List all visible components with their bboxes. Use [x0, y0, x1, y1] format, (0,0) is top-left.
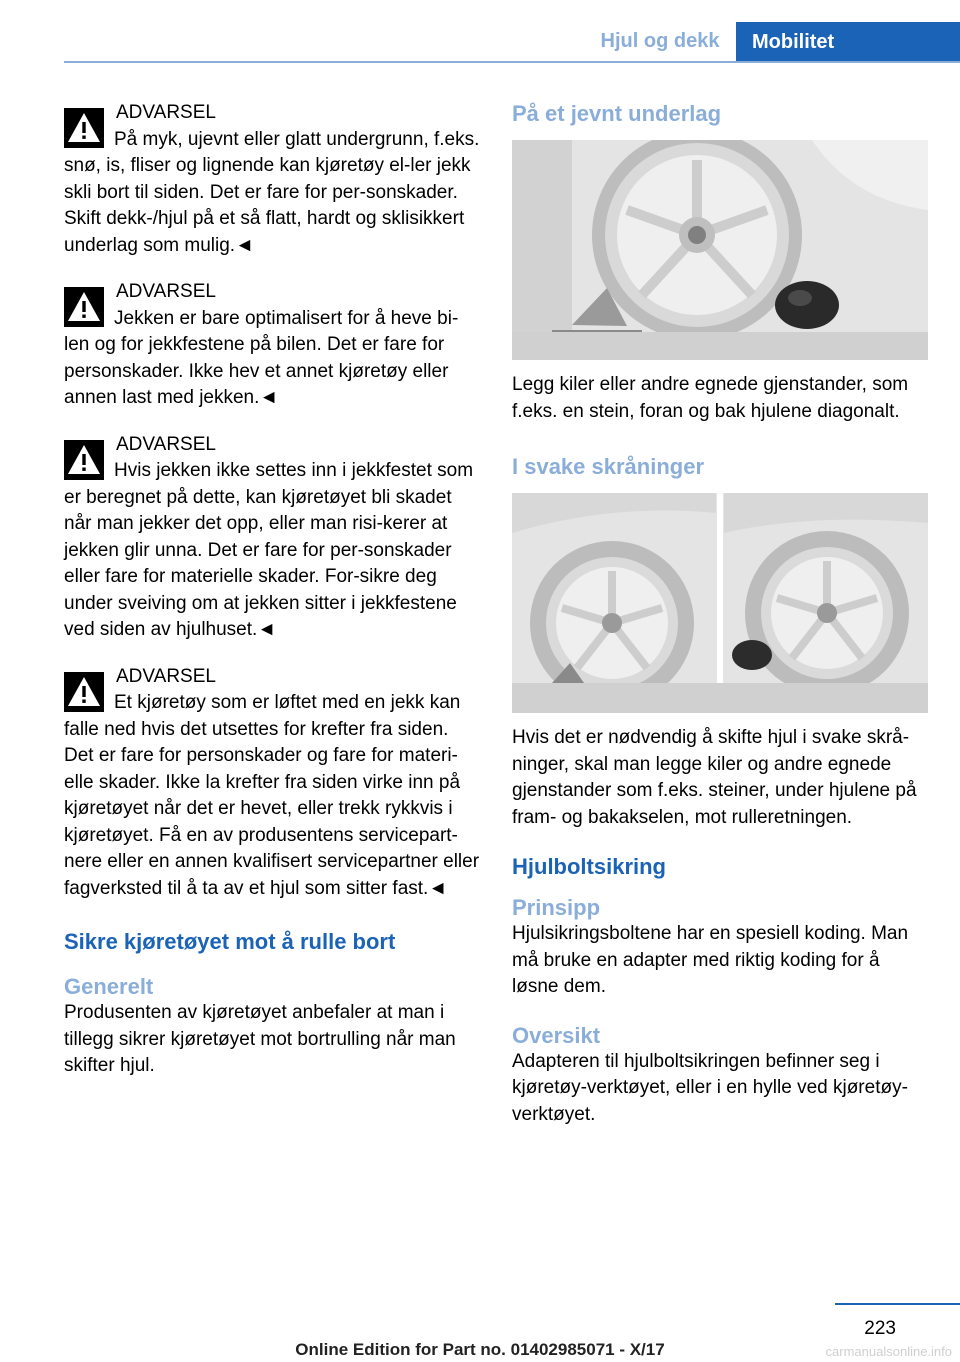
- figure-caption: Hvis det er nødvendig å skifte hjul i svake skrå-ninger, skal man legge kiler og andre egnede gjenstander som f.eks. steiner, under hjulene på fram- og bakakselen, mot rulleretningen.: [512, 727, 917, 828]
- wheel-chock-illustration: [512, 140, 928, 360]
- edition-text: Online Edition for Part no. 01402985071 - X/17: [295, 1340, 665, 1359]
- watermark: carmanualsonline.info: [825, 1344, 952, 1359]
- warning-block: [64, 100, 480, 259]
- tab-chapter[interactable]: Hjul og dekk: [584, 22, 736, 61]
- subsection-title: Prinsipp: [512, 895, 601, 920]
- slope-chock-illustration: [512, 493, 928, 713]
- warning-block: [64, 664, 480, 903]
- figure-flat-ground: [512, 140, 928, 360]
- page-header: [0, 22, 960, 62]
- warning-title: ADVARSEL: [116, 665, 216, 687]
- warning-title: ADVARSEL: [116, 102, 216, 123]
- right-column: [512, 100, 928, 1128]
- warning-text: Jekken er bare optimalisert for å heve bi-len og for jekkfestene på bilen. Det er fare for personskader. Ikke hev et annet kjøretøy eller annen last med jekken.◄: [64, 307, 459, 408]
- flat-ground-heading: På et jevnt underlag: [512, 101, 722, 126]
- body-text: Adapteren til hjulboltsikringen befinner seg i kjøretøy-verktøyet, eller i en hylle ved kjøretøy-verktøyet.: [512, 1050, 908, 1125]
- header-divider: [64, 61, 960, 63]
- footer-divider: [835, 1303, 960, 1305]
- warning-triangle-icon: [64, 287, 104, 327]
- warning-text: Hvis jekken ikke settes inn i jekkfestet som er beregnet på dette, kan kjøretøyet bli skadet når man jekker det opp, eller man risi-kerer at jekken glir unna. Det er fare for per-sonskader eller fare for materielle skader. For-sikre deg under sveiving om at jekken sitter i jekkfestene ved siden av hjulhuset.◄: [64, 460, 474, 640]
- section-title: Sikre kjøretøyet mot å rulle bort: [64, 929, 396, 954]
- body-text: Produsenten av kjøretøyet anbefaler at man i tillegg sikrer kjøretøyet mot bortrulling når man skifter hjul.: [64, 1002, 456, 1076]
- warning-block: [64, 279, 480, 412]
- figure-caption: Legg kiler eller andre egnede gjenstander, som f.eks. en stein, foran og bak hjulene diagonalt.: [512, 374, 909, 422]
- warning-block: [64, 432, 480, 644]
- warning-text: På myk, ujevnt eller glatt undergrunn, f.eks. snø, is, fliser og lignende kan kjøretøy el-ler jekk skli bort til siden. Det er fare for per-sonskader. Skift dekk-/hjul på et så flatt, hardt og sklisikkert underlag som mulig.◄: [64, 128, 480, 256]
- section-title: Hjulboltsikring: [512, 854, 666, 879]
- warning-triangle-icon: [64, 108, 104, 148]
- figure-slope: [512, 493, 928, 713]
- left-column: [64, 100, 480, 1080]
- subsection-title: Oversikt: [512, 1022, 601, 1048]
- warning-triangle-icon: [64, 672, 104, 712]
- body-text: Hjulsikringsboltene har en spesiell koding. Man må bruke en adapter med riktig koding for å løsne dem.: [512, 923, 909, 997]
- slope-heading: I svake skråninger: [512, 454, 705, 479]
- warning-title: ADVARSEL: [116, 281, 216, 302]
- tab-section[interactable]: Mobilitet: [736, 22, 960, 63]
- warning-triangle-icon: [64, 440, 104, 480]
- warning-text: Et kjøretøy som er løftet med en jekk kan falle ned hvis det utsettes for krefter fra siden. Det er fare for personskader og fare for materi-elle skader. Ikke la krefter fra siden virke inn på kjøretøyet når det er hevet, eller trekk rykkvis i kjøretøyet. Få en av produsentens servicepart-nere eller en annen kvalifisert servicepartner eller fagverksted til å ta av et hjul som sitter fast.◄: [64, 692, 480, 899]
- warning-title: ADVARSEL: [116, 433, 216, 455]
- subsection-title: Generelt: [64, 974, 154, 999]
- page-number: 223: [864, 1318, 896, 1339]
